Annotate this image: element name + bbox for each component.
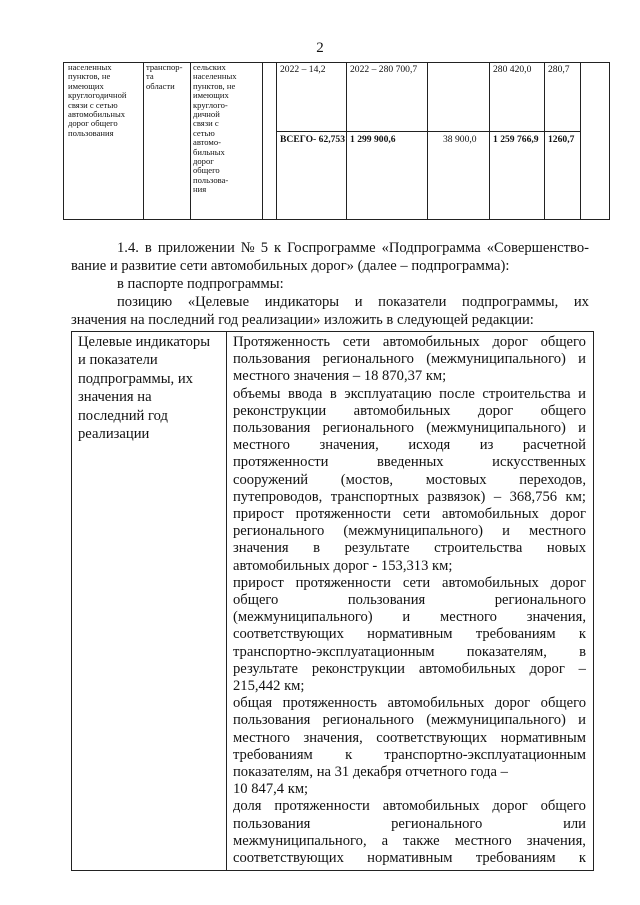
- word: сети: [342, 334, 371, 350]
- word: сооружений: [233, 471, 309, 488]
- word: и: [578, 385, 586, 402]
- indicator-text-line: [233, 350, 586, 368]
- indicator-text-line: [233, 797, 586, 815]
- word: регионального: [322, 351, 414, 368]
- paragraph-passport: в паспорте подпрограммы:: [117, 276, 284, 292]
- indicator-text-line: [233, 780, 586, 798]
- indicator-text-line: [233, 729, 586, 747]
- word: местного: [233, 437, 290, 454]
- word: доля: [233, 798, 262, 815]
- word: требованиям: [475, 626, 556, 643]
- indicator-text-line: [233, 402, 586, 420]
- word: сети: [402, 574, 431, 591]
- word: а: [381, 832, 389, 849]
- word: (межмуниципального): [343, 523, 484, 540]
- total-row-line: [276, 131, 580, 132]
- word: переходов,: [519, 471, 586, 488]
- word: и: [578, 351, 586, 368]
- word: протяженности: [233, 454, 329, 471]
- word: эксплуатацию: [344, 385, 432, 402]
- word: искусственных: [492, 454, 586, 471]
- word: «Подпрограмма: [381, 240, 481, 256]
- word: км;: [565, 488, 586, 505]
- word: объемы: [233, 385, 281, 402]
- table-cell: 280,7: [548, 64, 570, 75]
- word: (межмуниципального): [426, 712, 566, 729]
- col-line: [63, 62, 64, 220]
- word: Протяженность: [233, 334, 330, 350]
- indicator-text-line: [233, 436, 586, 454]
- indicator-text-line: [233, 419, 586, 437]
- word: после: [439, 385, 475, 402]
- indicator-text-line: [233, 488, 586, 506]
- word: общая: [233, 695, 273, 712]
- word: позицию: [117, 294, 173, 310]
- word: нормативным: [367, 850, 453, 866]
- word: к: [345, 746, 353, 763]
- word: пользования: [347, 592, 426, 608]
- word: соответствующих: [376, 729, 488, 746]
- word: строительства: [482, 385, 571, 402]
- word: (межмуниципального): [233, 609, 373, 626]
- col-line: [190, 62, 191, 220]
- word: межмуниципального,: [233, 832, 367, 849]
- word: приложении: [157, 240, 235, 256]
- word: показателям,: [466, 643, 547, 660]
- paragraph-1-4-cont: вание и развитие сети автомобильных дорог» (далее – подпрограмма):: [71, 258, 510, 274]
- word: значения,: [526, 832, 586, 849]
- col-line: [346, 62, 347, 220]
- word: введенных: [377, 454, 444, 471]
- word: пользования: [233, 712, 311, 729]
- word: также: [403, 832, 440, 849]
- indicator-text-line: [233, 574, 586, 592]
- word: транспортно-эксплуатационным: [384, 746, 586, 763]
- word: автомобильных дорог - 153,313 км;: [233, 557, 453, 574]
- table-cell: 1 299 900,6: [350, 134, 396, 145]
- indicator-text-line: [233, 832, 586, 850]
- col-line: [609, 62, 610, 220]
- word: (мостов,: [340, 471, 394, 488]
- page-number: 2: [316, 40, 324, 56]
- indicators-values: [233, 333, 586, 869]
- word: 368,756: [509, 488, 558, 505]
- indicator-text-line: [233, 367, 586, 385]
- word: развязок): [427, 488, 486, 505]
- word: общего: [540, 334, 586, 350]
- word: строительства: [434, 540, 523, 557]
- word: подпрограммы,: [462, 294, 559, 310]
- table-cell: 1 259 766,9: [493, 134, 539, 145]
- word: значения,: [303, 729, 363, 746]
- table-cell: 38 900,0: [443, 134, 477, 145]
- word: и: [578, 420, 586, 436]
- word: местного: [529, 523, 586, 540]
- word: автомобильных: [353, 402, 451, 419]
- word: №: [240, 240, 255, 256]
- word: местного: [233, 729, 290, 746]
- word: дорог: [492, 798, 528, 815]
- word: соответствующих: [233, 626, 344, 643]
- word: дорог: [477, 402, 514, 419]
- indicator-text-line: [233, 677, 586, 695]
- indicator-text-line: [233, 557, 586, 575]
- word: пользования: [233, 420, 311, 436]
- word: и: [578, 712, 586, 729]
- word: дорог: [492, 334, 528, 350]
- indicators-table-divider: [226, 331, 227, 871]
- word: из: [479, 437, 494, 454]
- indicator-text-line: [233, 625, 586, 643]
- col-line: [276, 62, 277, 220]
- word: «Целевые: [187, 294, 250, 310]
- indicator-text-line: [233, 539, 586, 557]
- word: новых: [546, 540, 586, 557]
- word: в: [579, 643, 586, 660]
- word: общего: [233, 592, 279, 608]
- word: автомобильных: [441, 506, 539, 522]
- word: местного: [439, 609, 497, 626]
- word: Госпрограмме: [287, 240, 376, 256]
- word: к: [578, 850, 586, 866]
- table-cell-indicator: сельских населенных пунктов, не имеющих круглого- дичной связи с сетью автомо- бильных дорог общего пользова- ния: [193, 62, 237, 195]
- word: местного значения – 18 870,37 км;: [233, 368, 447, 385]
- word: результате: [233, 660, 298, 677]
- word: 215,442 км;: [233, 678, 305, 694]
- word: и: [402, 609, 411, 626]
- word: транспортных: [330, 488, 419, 505]
- indicator-text-line: [233, 385, 586, 403]
- indicator-text-line: [233, 522, 586, 540]
- indicator-text-line: [233, 711, 586, 729]
- col-line: [489, 62, 490, 220]
- word: «Совершенство-: [486, 240, 589, 256]
- word: требованиям: [475, 850, 556, 866]
- word: дорог: [550, 574, 586, 591]
- word: автомобильных: [382, 334, 480, 350]
- word: протяженности: [295, 574, 391, 591]
- paragraph-position-line: [117, 293, 589, 311]
- word: в: [144, 240, 152, 256]
- word: их: [573, 294, 589, 310]
- indicator-text-line: [233, 453, 586, 471]
- word: общего: [540, 695, 586, 712]
- word: регионального: [494, 592, 586, 608]
- word: регионального: [233, 523, 325, 540]
- word: прирост: [233, 506, 284, 522]
- paragraph-1-4: [117, 239, 589, 257]
- word: результате: [344, 540, 410, 557]
- word: прирост: [233, 574, 284, 591]
- word: в: [329, 385, 337, 402]
- word: автомобильных: [387, 695, 485, 712]
- word: протяженности: [295, 506, 391, 522]
- table-cell: 2022 – 280 700,7: [350, 64, 418, 75]
- word: протяженность: [282, 695, 377, 712]
- word: в: [313, 540, 321, 557]
- table-cell-target: населенных пунктов, не имеющих круглогодичной связи с сетью автомобильных дорог общего пользования: [68, 62, 127, 138]
- word: –: [493, 488, 502, 505]
- total-label: ВСЕГО- 62,753: [280, 134, 346, 145]
- word: пользования: [233, 351, 311, 368]
- col-line: [544, 62, 545, 220]
- indicator-text-line: [233, 591, 586, 609]
- indicator-text-line: [233, 660, 586, 678]
- word: к: [274, 240, 282, 256]
- indicator-text-line: [233, 333, 586, 351]
- indicator-text-line: [233, 608, 586, 626]
- word: к: [578, 626, 586, 643]
- word: мостовых: [425, 471, 487, 488]
- indicator-text-line: [233, 815, 586, 833]
- word: нормативным: [367, 626, 453, 643]
- word: дорог: [529, 660, 565, 677]
- word: или: [563, 815, 586, 832]
- word: регионального: [391, 815, 483, 832]
- indicators-label: Целевые индикаторы и показатели подпрограммы, их значения на последний год реализации: [78, 334, 211, 443]
- word: реконструкции: [233, 402, 327, 419]
- indicator-text-line: [233, 763, 586, 781]
- word: дорог: [494, 695, 531, 712]
- word: 10 847,4 км;: [233, 781, 309, 798]
- word: показателям, на 31 декабря отчетного года –: [233, 764, 508, 780]
- word: 1.4.: [117, 240, 139, 256]
- word: 5: [260, 240, 269, 256]
- word: (межмуниципального): [426, 351, 566, 368]
- word: индикаторы: [264, 294, 340, 310]
- col-line: [580, 62, 581, 220]
- table-cell: 2022 – 14,2: [280, 64, 326, 75]
- paragraph-position: [117, 293, 589, 311]
- table-cell: 1260,7: [548, 134, 575, 145]
- indicator-text-line: [233, 746, 586, 764]
- word: общего: [540, 798, 586, 815]
- word: дорог: [550, 506, 586, 522]
- word: значения: [233, 540, 289, 557]
- col-line: [427, 62, 428, 220]
- word: показатели: [378, 294, 447, 310]
- word: автомобильных: [382, 798, 480, 815]
- word: регионального: [322, 712, 414, 729]
- indicator-text-line: [233, 849, 586, 867]
- word: транспортно-эксплуатационным: [233, 643, 435, 660]
- word: требованиям: [233, 746, 313, 763]
- word: –: [578, 660, 586, 677]
- indicator-text-line: [233, 505, 586, 523]
- word: пользования: [233, 815, 311, 832]
- paragraph-1-4-line: [117, 239, 589, 257]
- word: ввода: [287, 385, 323, 402]
- word: автомобильных: [441, 574, 539, 591]
- table-bottom-border: [63, 219, 610, 220]
- word: нормативным: [500, 729, 586, 746]
- word: расчетной: [522, 437, 586, 454]
- word: значения,: [319, 437, 379, 454]
- indicator-text-line: [233, 694, 586, 712]
- word: путепроводов,: [233, 488, 323, 505]
- word: (межмуниципального): [426, 420, 566, 436]
- word: соответствующих: [233, 850, 344, 866]
- word: общего: [540, 402, 586, 419]
- table-cell: 280 420,0: [493, 64, 532, 75]
- word: регионального: [322, 420, 414, 436]
- word: значения,: [526, 609, 586, 626]
- col-line: [143, 62, 144, 220]
- indicator-text-line: [233, 643, 586, 661]
- word: и: [354, 294, 363, 310]
- word: сети: [402, 506, 431, 522]
- table-cell-executor: транспор- та области: [146, 62, 183, 91]
- word: автомобильных: [418, 660, 516, 677]
- word: исходя: [408, 437, 451, 454]
- word: местного: [454, 832, 512, 849]
- word: реконструкции: [311, 660, 405, 677]
- word: и: [502, 523, 510, 540]
- indicator-text-line: [233, 471, 586, 489]
- paragraph-position-cont: значения на последний год реализации» изложить в следующей редакции:: [71, 312, 534, 328]
- col-line: [262, 62, 263, 220]
- word: протяженности: [274, 798, 370, 815]
